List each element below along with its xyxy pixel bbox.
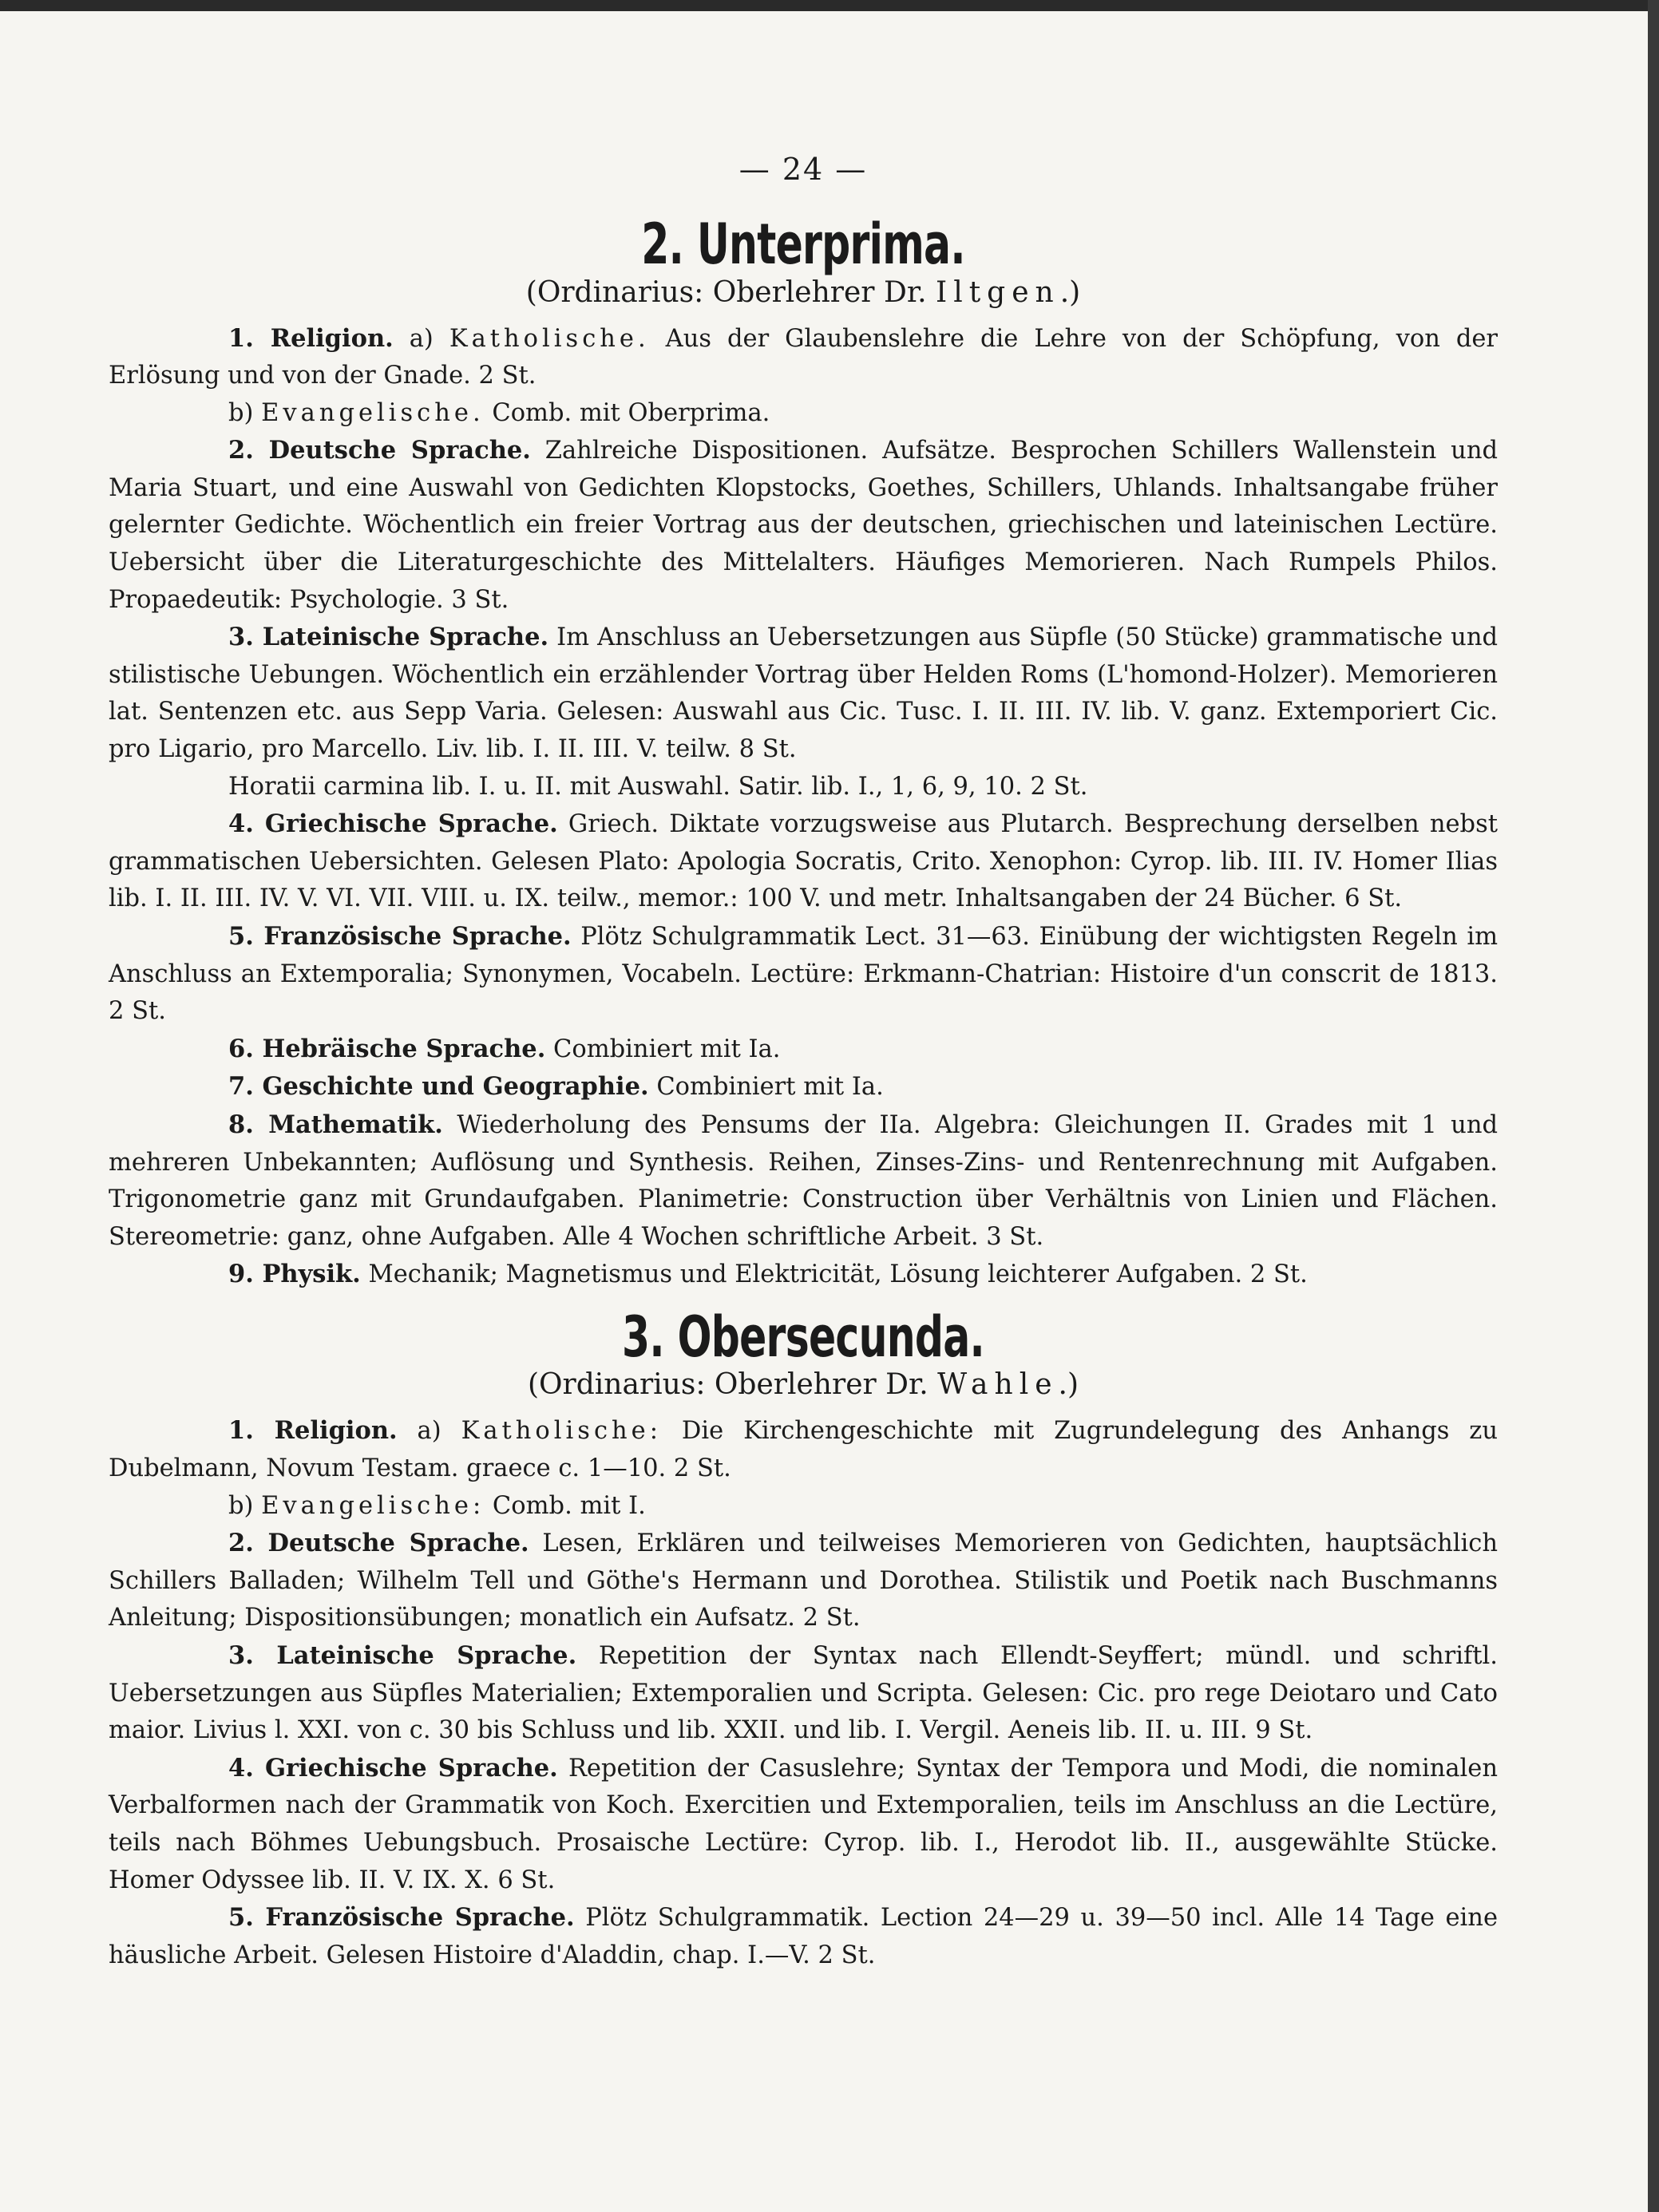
- subject-text: Plötz Schulgrammatik. Lection 24—29 u. 39—50 incl. Alle 14 Tage eine häusliche Arbeit. Gelesen Histoire d'Aladdin, chap. I.—V. 2 St.: [109, 1904, 1498, 1969]
- subject-head: 5. Französische Sprache.: [228, 922, 572, 951]
- ordinarius-end: .): [1058, 1368, 1079, 1402]
- subject-text: Zahlreiche Dispositionen. Aufsätze. Besprochen Schillers Wallenstein und Maria Stuart, und eine Auswahl von Gedichten Klopstocks, Goethes, Schillers, Uhlands. Inhaltsangabe früher gelernter Gedichte. Wöchentlich ein freier Vortrag aus der deutschen, griechischen und lateinischen Lectüre. Uebersicht über die Literaturgeschichte des Mittelalters. Häufiges Memorieren. Nach Rumpels Philos. Propaedeutik: Psychologie. 3 St.: [109, 437, 1498, 614]
- denomination: Evangelische:: [261, 1491, 485, 1520]
- subject-head: 6. Hebräische Sprache.: [228, 1034, 546, 1063]
- subject-head: 4. Griechische Sprache.: [228, 809, 558, 839]
- denomination: Katholische.: [449, 324, 650, 353]
- subject-mathematik: [109, 1106, 1498, 1256]
- ordinarius-name: Iltgen: [935, 275, 1060, 309]
- subject-text: Combiniert mit Ia.: [545, 1035, 781, 1063]
- subject-head: 5. Französische Sprache.: [228, 1903, 575, 1933]
- subject-a-label: a): [397, 1417, 461, 1446]
- subject-physik: [109, 1256, 1498, 1294]
- ordinarius-end: .): [1059, 275, 1081, 309]
- ordinarius-label: (Ordinarius: Oberlehrer Dr.: [525, 275, 936, 309]
- subject-text: Die Kirchengeschichte mit Zugrundelegung des Anhangs zu Dubelmann, Novum Testam. graece c. 1—10. 2 St.: [109, 1417, 1499, 1483]
- subject-deutsch: [109, 432, 1498, 619]
- page-number: — 24 —: [738, 152, 868, 187]
- subject-head: 3. Lateinische Sprache.: [228, 1641, 577, 1670]
- subject-a-label: a): [393, 324, 449, 353]
- ordinarius-label: (Ordinarius: Oberlehrer Dr.: [527, 1368, 938, 1402]
- subject-religion-a: [109, 320, 1498, 395]
- subject-text: Mechanik; Magnetismus und Elektricität, Lösung leichterer Aufgaben. 2 St.: [360, 1260, 1308, 1289]
- subject-b-label: b): [228, 398, 262, 427]
- subject-text: Plötz Schulgrammatik Lect. 31—63. Einübung der wichtigsten Regeln im Anschluss an Extemporalia; Synonymen, Vocabeln. Lectüre: Erkmann-Chatrian: Histoire d'un conscrit de 1813. 2 St.: [109, 923, 1498, 1026]
- subject-text: Comb. mit Oberprima.: [484, 398, 770, 427]
- subject-head: 7. Geschichte und Geographie.: [228, 1072, 649, 1102]
- section-title-unterprima: 2. Unterprima.: [641, 212, 965, 277]
- subject-religion-b: [109, 1488, 1498, 1525]
- scan-right-border: [1648, 0, 1659, 2212]
- document-page: [109, 152, 1498, 1974]
- denomination: Evangelische.: [261, 398, 485, 427]
- subject-text: Im Anschluss an Uebersetzungen aus Süpfle (50 Stücke) grammatische und stilistische Uebungen. Wöchentlich ein erzählender Vortrag über Helden Roms (L'homond-Holzer). Memorieren lat. Sentenzen etc. aus Sepp Varia. Gelesen: Auswahl aus Cic. Tusc. I. II. III. IV. lib. V. ganz. Extemporiert Cic. pro Ligario, pro Marcello. Liv. lib. I. II. III. V. teilw. 8 St.: [109, 623, 1498, 764]
- subject-religion-b: [109, 395, 1498, 433]
- subject-head: 2. Deutsche Sprache.: [228, 1529, 529, 1558]
- subject-head: 1. Religion.: [228, 1416, 398, 1446]
- subject-head: 4. Griechische Sprache.: [228, 1753, 558, 1783]
- subject-text: Repetition der Syntax nach Ellendt-Seyffert; mündl. und schriftl. Uebersetzungen aus Süpfles Materialien; Extemporalien und Scripta. Gelesen: Cic. pro rege Deiotaro und Cato maior. Livius l. XXI. von c. 30 bis Schluss und lib. XXII. und lib. I. Vergil. Aeneis lib. II. u. III. 9 St.: [109, 1642, 1498, 1745]
- subject-latein: [109, 619, 1498, 768]
- subject-latein: [109, 1637, 1498, 1750]
- subject-geschichte: [109, 1068, 1498, 1106]
- scan-top-border: [0, 0, 1659, 11]
- ordinarius-obersecunda: [109, 1368, 1498, 1401]
- subject-b-label: b): [228, 1491, 262, 1520]
- subject-religion-a: [109, 1412, 1498, 1487]
- subject-text: Griech. Diktate vorzugsweise aus Plutarch. Besprechung derselben nebst grammatischen Uebersichten. Gelesen Plato: Apologia Socratis, Crito. Xenophon: Cyrop. lib. III. IV. Homer Ilias lib. I. II. III. IV. V. VI. VII. VIII. u. IX. teilw., memor.: 100 V. und metr. Inhaltsangaben der 24 Bücher. 6 St.: [109, 810, 1498, 913]
- subject-griechisch: [109, 1750, 1498, 1899]
- subject-head: 3. Lateinische Sprache.: [228, 623, 549, 652]
- subject-text: Lesen, Erklären und teilweises Memorieren von Gedichten, hauptsächlich Schillers Balladen; Wilhelm Tell und Göthe's Hermann und Dorothea. Stilistik und Poetik nach Buschmanns Anleitung; Dispositionsübungen; monatlich ein Aufsatz. 2 St.: [109, 1529, 1498, 1632]
- subject-head: 1. Religion.: [228, 323, 394, 353]
- subject-deutsch: [109, 1525, 1498, 1637]
- subject-franzoesisch: [109, 1899, 1498, 1974]
- subject-text: Comb. mit I.: [485, 1491, 646, 1520]
- subject-head: 2. Deutsche Sprache.: [228, 436, 531, 465]
- subject-text: Wiederholung des Pensums der IIa. Algebra: Gleichungen II. Grades mit 1 und mehreren Unbekannten; Auflösung und Synthesis. Reihen, Zinses-Zins- und Rentenrechnung mit Aufgaben. Trigonometrie ganz mit Grundaufgaben. Planimetrie: Construction über Verhältnis von Linien und Flächen. Stereometrie: ganz, ohne Aufgaben. Alle 4 Wochen schriftliche Arbeit. 3 St.: [109, 1110, 1498, 1251]
- subject-text: Aus der Glaubenslehre die Lehre von der Schöpfung, von der Erlösung und von der Gnade. 2 St.: [109, 324, 1498, 390]
- subject-head: 9. Physik.: [228, 1260, 361, 1289]
- subject-text: Repetition der Casuslehre; Syntax der Tempora und Modi, die nominalen Verbalformen nach der Grammatik von Koch. Exercitien und Extemporalien, teils im Anschluss an die Lectüre, teils nach Böhmes Uebungsbuch. Prosaische Lectüre: Cyrop. lib. I., Herodot lib. II., ausgewählte Stücke. Homer Odyssee lib. II. V. IX. X. 6 St.: [109, 1754, 1498, 1894]
- subject-head: 8. Mathematik.: [228, 1110, 443, 1139]
- subject-latein-horaz: Horatii carmina lib. I. u. II. mit Auswahl. Satir. lib. I., 1, 6, 9, 10. 2 St.: [228, 772, 1088, 801]
- ordinarius-name: Wahle: [937, 1368, 1059, 1402]
- subject-franzoesisch: [109, 918, 1498, 1031]
- subject-text: Combiniert mit Ia.: [648, 1073, 884, 1102]
- subject-griechisch: [109, 805, 1498, 918]
- section-title-obersecunda: 3. Obersecunda.: [622, 1304, 984, 1370]
- denomination: Katholische:: [461, 1417, 663, 1446]
- ordinarius-unterprima: [109, 276, 1498, 309]
- subject-hebraeisch: [109, 1031, 1498, 1069]
